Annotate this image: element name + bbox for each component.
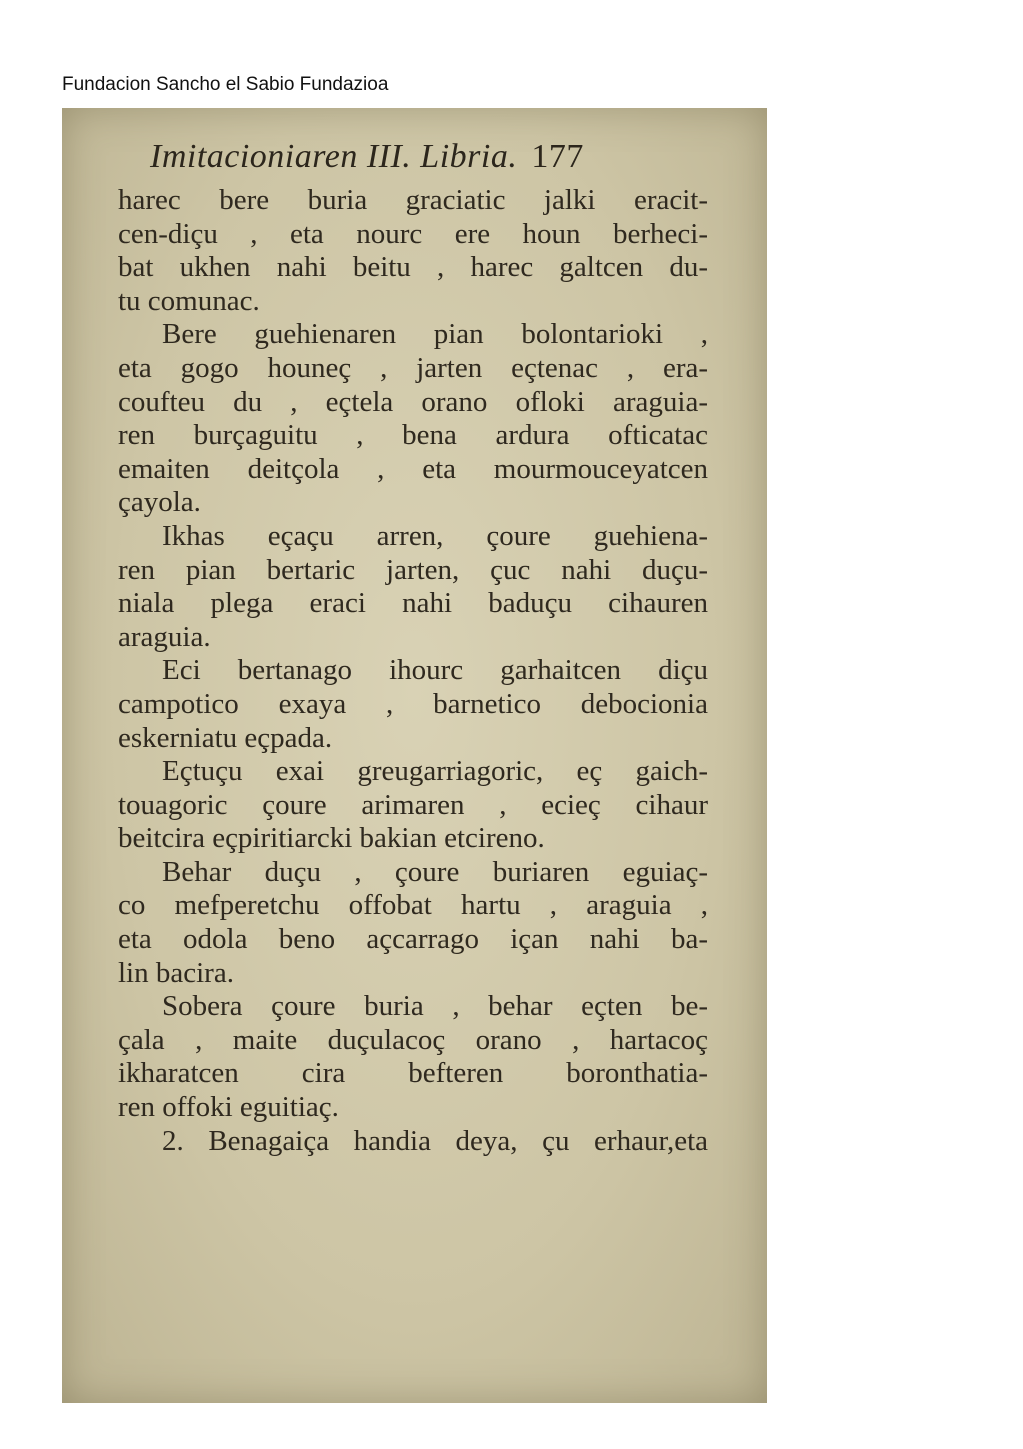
text-line: ren pian bertaric jarten, çuc nahi duçu- (118, 553, 708, 586)
text-line: 2. Benagaiça handia deya, çu erhaur,eta (162, 1124, 708, 1157)
text-line: cen-diçu , eta nourc ere houn berheci- (118, 217, 708, 250)
text-line: lin bacira. (118, 956, 234, 989)
text-line: Sobera çoure buria , behar eçten be- (162, 990, 708, 1023)
text-line: eta odola beno açcarrago içan nahi ba- (118, 923, 708, 956)
text-line: niala plega eraci nahi baduçu cihauren (118, 587, 708, 620)
text-line: çayola. (118, 486, 201, 519)
text-line: Behar duçu , çoure buriaren eguiaç- (162, 855, 708, 888)
source-header: Fundacion Sancho el Sabio Fundazioa (62, 74, 389, 95)
text-line: eskerniatu eçpada. (118, 721, 333, 754)
text-line: campotico exaya , barnetico debocionia (118, 687, 708, 720)
body-text (118, 184, 708, 1158)
text-line: çala , maite duçulacoç orano , hartacoç (118, 1023, 708, 1056)
text-line: ren offoki eguitiaç. (118, 1091, 339, 1124)
text-line: emaiten deitçola , eta mourmouceyatcen (118, 452, 708, 485)
text-line: bat ukhen nahi beitu , harec galtcen du- (118, 251, 708, 284)
text-line: eta gogo houneç , jarten eçtenac , era- (118, 351, 708, 384)
text-line: Bere guehienaren pian bolontarioki , (162, 318, 708, 351)
text-line: araguia. (118, 620, 211, 653)
running-head-title: Imitacioniaren III. Libria. (150, 138, 518, 175)
text-line: touagoric çoure arimaren , ecieç cihaur (118, 788, 708, 821)
text-line: Ikhas eçaçu arren, çoure guehiena- (162, 519, 708, 552)
scanned-page (62, 108, 767, 1403)
text-line: beitcira eçpiritiarcki bakian etcireno. (118, 822, 545, 855)
text-line: Eci bertanago ihourc garhaitcen diçu (162, 654, 708, 687)
text-line: tu comunac. (118, 284, 260, 317)
text-line: Eçtuçu exai greugarriagoric, eç gaich- (162, 755, 708, 788)
running-head (150, 138, 710, 176)
text-line: coufteu du , eçtela orano ofloki araguia- (118, 385, 708, 418)
text-line: ikharatcen cira befteren boronthatia- (118, 1057, 708, 1090)
text-line: harec bere buria graciatic jalki eracit- (118, 184, 708, 216)
text-line: ren burçaguitu , bena ardura ofticatac (118, 419, 708, 452)
text-line: co mefperetchu offobat hartu , araguia , (118, 889, 708, 922)
page-number: 177 (531, 138, 584, 175)
